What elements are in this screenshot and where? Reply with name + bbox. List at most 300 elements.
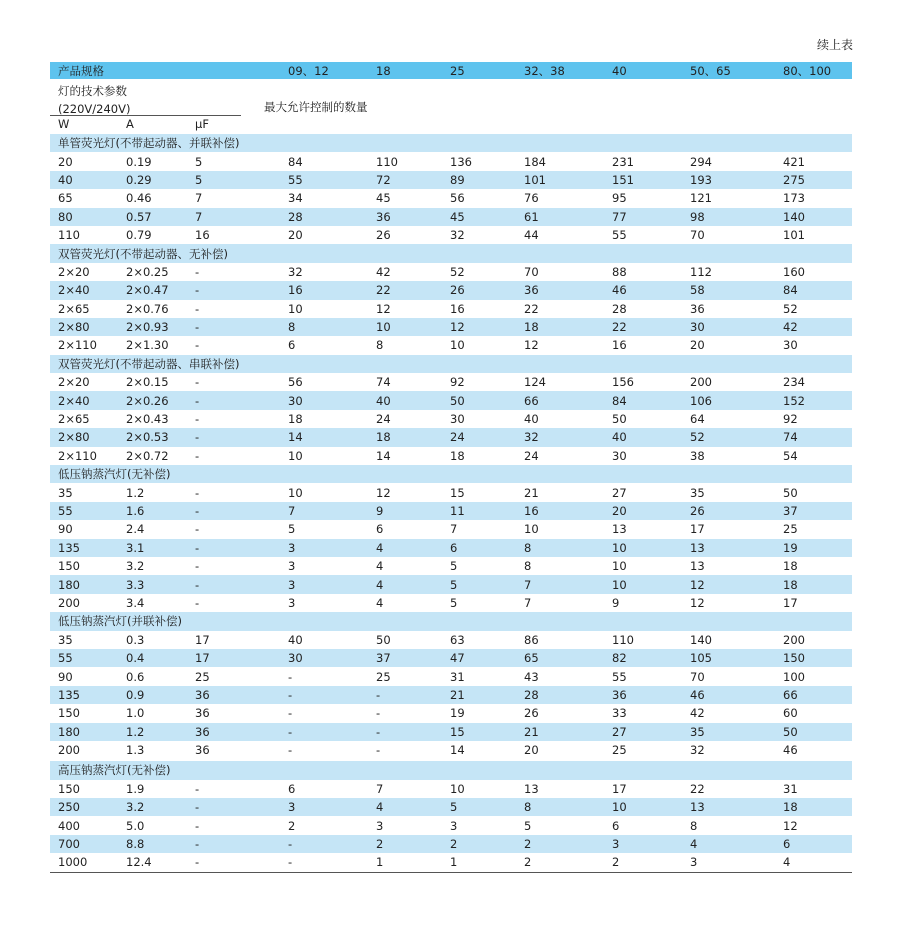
table-cell: 40 [288, 632, 303, 647]
unit-watt: W [58, 117, 70, 131]
table-cell: 88 [612, 264, 627, 279]
table-cell: - [376, 724, 381, 739]
table-cell: 7 [288, 504, 296, 518]
table-cell: 90 [58, 669, 73, 684]
table-cell: 8.8 [126, 837, 145, 852]
table-row [50, 723, 852, 741]
table-cell: 45 [376, 191, 391, 206]
table-cell: 0.79 [126, 228, 152, 243]
table-cell: 3.4 [126, 595, 145, 610]
param-voltage: (220V/240V) [58, 102, 131, 116]
table-row [50, 853, 852, 871]
table-cell: 31 [450, 669, 465, 684]
table-row [50, 798, 852, 816]
table-cell: 1.2 [126, 485, 145, 500]
table-bottom-rule [50, 872, 852, 873]
table-cell: 50 [376, 632, 391, 647]
table-cell: 12.4 [126, 855, 152, 870]
table-cell: - [376, 706, 381, 721]
table-cell: 98 [690, 209, 705, 224]
table-cell: 44 [524, 228, 539, 243]
table-cell: 55 [58, 504, 73, 518]
table-cell: - [195, 577, 200, 592]
table-cell: 10 [450, 338, 465, 353]
table-cell: 180 [58, 577, 80, 592]
section-title: 低压钠蒸汽灯(无补偿) [58, 467, 171, 482]
table-cell: 55 [58, 651, 73, 666]
table-cell: 5 [195, 154, 203, 169]
section-title-row [50, 134, 852, 152]
table-cell: 124 [524, 375, 546, 390]
table-cell: 2×0.93 [126, 320, 169, 335]
table-row [50, 336, 852, 354]
table-cell: 9 [612, 595, 620, 610]
table-cell: 2 [376, 837, 384, 852]
table-cell: - [288, 837, 293, 852]
table-row [50, 575, 852, 593]
table-cell: - [195, 855, 200, 870]
table-cell: 74 [783, 430, 798, 445]
table-cell: 10 [612, 540, 627, 555]
table-cell: 95 [612, 191, 627, 206]
table-cell: 40 [524, 412, 539, 427]
table-cell: 13 [524, 781, 539, 796]
table-cell: 55 [612, 669, 627, 684]
table-cell: 36 [195, 724, 210, 739]
table-cell: 24 [524, 448, 539, 463]
table-cell: 2 [612, 855, 620, 870]
table-cell: 37 [783, 504, 798, 518]
table-cell: 56 [288, 375, 303, 390]
table-cell: 12 [450, 320, 465, 335]
table-cell: 76 [524, 191, 539, 206]
table-cell: 43 [524, 669, 539, 684]
table-row [50, 171, 852, 189]
table-cell: 10 [524, 522, 539, 537]
table-cell: 0.29 [126, 172, 152, 187]
table-cell: 5 [450, 577, 458, 592]
table-cell: 234 [783, 375, 805, 390]
table-cell: 1.6 [126, 504, 145, 518]
table-cell: - [376, 743, 381, 758]
table-cell: 8 [524, 800, 532, 815]
table-cell: 46 [612, 283, 627, 298]
table-cell: 0.3 [126, 632, 145, 647]
table-cell: 65 [524, 651, 539, 666]
table-cell: 12 [690, 577, 705, 592]
table-row [50, 539, 852, 557]
table-cell: 9 [376, 504, 384, 518]
table-cell: 19 [450, 706, 465, 721]
table-cell: 19 [783, 540, 798, 555]
table-cell: 22 [690, 781, 705, 796]
table-cell: 36 [376, 209, 391, 224]
table-cell: 6 [288, 781, 296, 796]
max-quantity-label: 最大允许控制的数量 [264, 100, 368, 114]
size-header: 50、65 [690, 63, 731, 78]
table-cell: 17 [690, 522, 705, 537]
table-cell: 2×20 [58, 375, 90, 390]
table-body [50, 134, 852, 872]
table-cell: 2 [288, 818, 296, 833]
table-cell: - [195, 283, 200, 298]
table-cell: 2 [450, 837, 458, 852]
unit-amp: A [126, 117, 134, 131]
table-cell: 11 [450, 504, 465, 518]
table-cell: 30 [288, 393, 303, 408]
table-cell: 5 [450, 559, 458, 574]
table-cell: 5 [450, 595, 458, 610]
table-cell: 0.57 [126, 209, 152, 224]
section-title-row [50, 612, 852, 630]
table-cell: - [195, 559, 200, 574]
table-cell: 40 [376, 393, 391, 408]
table-cell: 70 [690, 228, 705, 243]
table-cell: 0.19 [126, 154, 152, 169]
table-cell: 28 [524, 687, 539, 702]
table-cell: 5 [288, 522, 296, 537]
table-cell: 60 [783, 706, 798, 721]
table-cell: 17 [195, 632, 210, 647]
table-cell: - [195, 800, 200, 815]
table-cell: 136 [450, 154, 472, 169]
table-cell: 0.4 [126, 651, 145, 666]
table-cell: 66 [783, 687, 798, 702]
table-cell: 10 [612, 800, 627, 815]
table-cell: 7 [195, 191, 203, 206]
table-cell: - [195, 430, 200, 445]
table-row [50, 300, 852, 318]
table-cell: 30 [612, 448, 627, 463]
table-cell: 25 [612, 743, 627, 758]
table-cell: 12 [376, 301, 391, 316]
table-cell: 50 [612, 412, 627, 427]
table-cell: 173 [783, 191, 805, 206]
table-cell: 16 [195, 228, 210, 243]
param-divider [50, 115, 241, 116]
table-cell: 13 [690, 559, 705, 574]
table-cell: 25 [376, 669, 391, 684]
table-cell: 275 [783, 172, 805, 187]
section-title: 双管荧光灯(不带起动器、无补偿) [58, 246, 228, 261]
size-header: 40 [612, 63, 627, 78]
table-row [50, 520, 852, 538]
table-cell: 3.2 [126, 559, 145, 574]
table-cell: 1000 [58, 855, 88, 870]
table-cell: - [288, 743, 293, 758]
table-cell: 22 [612, 320, 627, 335]
section-title-row [50, 761, 852, 779]
table-cell: 84 [783, 283, 798, 298]
table-cell: - [195, 448, 200, 463]
table-cell: - [195, 320, 200, 335]
table-cell: 140 [690, 632, 712, 647]
table-cell: 26 [376, 228, 391, 243]
table-cell: 0.46 [126, 191, 152, 206]
table-cell: 421 [783, 154, 805, 169]
table-cell: - [195, 338, 200, 353]
table-cell: 200 [783, 632, 805, 647]
table-cell: 10 [612, 559, 627, 574]
table-cell: 5 [450, 800, 458, 815]
table-cell: 21 [450, 687, 465, 702]
table-cell: 30 [450, 412, 465, 427]
table-cell: 16 [524, 504, 539, 518]
table-cell: 86 [524, 632, 539, 647]
table-row [50, 263, 852, 281]
table-cell: - [195, 504, 200, 518]
table-cell: 2×110 [58, 338, 97, 353]
table-cell: 150 [58, 706, 80, 721]
table-cell: 4 [376, 540, 384, 555]
table-cell: 10 [450, 781, 465, 796]
table-cell: 10 [288, 485, 303, 500]
table-cell: 12 [524, 338, 539, 353]
table-cell: 35 [58, 632, 73, 647]
table-cell: 20 [524, 743, 539, 758]
table-cell: 2×0.43 [126, 412, 169, 427]
table-cell: 30 [783, 338, 798, 353]
table-cell: 36 [524, 283, 539, 298]
spec-label: 产品规格 [58, 63, 104, 78]
table-cell: - [195, 522, 200, 537]
table-cell: 3 [690, 855, 698, 870]
table-cell: 8 [524, 540, 532, 555]
table-cell: 6 [376, 522, 384, 537]
table-cell: 7 [524, 595, 532, 610]
table-cell: 74 [376, 375, 391, 390]
table-cell: 18 [450, 448, 465, 463]
table-cell: 2×65 [58, 301, 90, 316]
size-header: 32、38 [524, 63, 565, 78]
table-cell: 7 [195, 209, 203, 224]
table-cell: 52 [783, 301, 798, 316]
table-cell: 180 [58, 724, 80, 739]
section-title-row [50, 465, 852, 483]
table-cell: 82 [612, 651, 627, 666]
table-cell: - [195, 781, 200, 796]
table-cell: 38 [690, 448, 705, 463]
table-cell: 184 [524, 154, 546, 169]
table-cell: 106 [690, 393, 712, 408]
table-cell: 17 [783, 595, 798, 610]
table-cell: 8 [524, 559, 532, 574]
table-cell: 150 [783, 651, 805, 666]
table-cell: 3 [288, 559, 296, 574]
table-cell: 31 [783, 781, 798, 796]
table-cell: 12 [376, 485, 391, 500]
table-cell: 150 [58, 559, 80, 574]
table-cell: 4 [376, 577, 384, 592]
continued-label: 续上表 [816, 38, 853, 52]
table-cell: 105 [690, 651, 712, 666]
table-cell: 25 [783, 522, 798, 537]
lamp-control-table [50, 62, 852, 873]
table-cell: 10 [288, 301, 303, 316]
table-cell: 10 [376, 320, 391, 335]
table-cell: 6 [450, 540, 458, 555]
table-cell: 52 [450, 264, 465, 279]
table-row [50, 410, 852, 428]
table-cell: 42 [783, 320, 798, 335]
table-cell: 18 [524, 320, 539, 335]
table-cell: 6 [288, 338, 296, 353]
table-cell: 92 [450, 375, 465, 390]
table-cell: 8 [690, 818, 698, 833]
table-cell: 2×0.25 [126, 264, 169, 279]
table-row [50, 835, 852, 853]
table-cell: 3.1 [126, 540, 145, 555]
parameter-header [50, 79, 852, 134]
table-cell: - [288, 687, 293, 702]
table-cell: 0.6 [126, 669, 145, 684]
table-cell: 35 [58, 485, 73, 500]
table-cell: 20 [690, 338, 705, 353]
table-row [50, 428, 852, 446]
table-cell: 3 [288, 540, 296, 555]
table-cell: 1.3 [126, 743, 145, 758]
table-cell: 101 [524, 172, 546, 187]
table-cell: 22 [376, 283, 391, 298]
table-cell: 16 [612, 338, 627, 353]
table-cell: 200 [58, 595, 80, 610]
table-cell: 15 [450, 724, 465, 739]
table-cell: 30 [288, 651, 303, 666]
table-row [50, 373, 852, 391]
table-cell: 1.2 [126, 724, 145, 739]
table-row [50, 594, 852, 612]
table-cell: 50 [450, 393, 465, 408]
table-cell: 50 [783, 485, 798, 500]
table-cell: 58 [690, 283, 705, 298]
table-cell: 20 [612, 504, 627, 518]
table-cell: 5.0 [126, 818, 145, 833]
table-cell: 42 [376, 264, 391, 279]
table-cell: 35 [690, 724, 705, 739]
table-cell: 36 [612, 687, 627, 702]
table-cell: 17 [612, 781, 627, 796]
table-cell: 33 [612, 706, 627, 721]
table-cell: 3.3 [126, 577, 145, 592]
table-cell: - [376, 687, 381, 702]
table-cell: 18 [288, 412, 303, 427]
table-cell: - [195, 393, 200, 408]
table-cell: 2×0.53 [126, 430, 169, 445]
table-cell: 25 [195, 669, 210, 684]
table-cell: 37 [376, 651, 391, 666]
table-cell: 135 [58, 687, 80, 702]
table-cell: 36 [195, 743, 210, 758]
table-cell: 70 [690, 669, 705, 684]
table-cell: 46 [783, 743, 798, 758]
table-cell: 84 [288, 154, 303, 169]
table-cell: - [195, 375, 200, 390]
table-cell: 2×1.30 [126, 338, 169, 353]
table-cell: 90 [58, 522, 73, 537]
table-cell: - [195, 301, 200, 316]
table-cell: 3 [288, 800, 296, 815]
table-cell: 47 [450, 651, 465, 666]
table-cell: 231 [612, 154, 634, 169]
size-header: 25 [450, 63, 465, 78]
table-cell: 13 [612, 522, 627, 537]
table-row [50, 447, 852, 465]
table-cell: 84 [612, 393, 627, 408]
table-row [50, 649, 852, 667]
table-cell: 26 [690, 504, 705, 518]
table-cell: 4 [783, 855, 791, 870]
table-cell: - [288, 855, 293, 870]
table-cell: 24 [376, 412, 391, 427]
table-cell: 64 [690, 412, 705, 427]
table-cell: 36 [195, 706, 210, 721]
table-cell: 2×0.26 [126, 393, 169, 408]
table-cell: 250 [58, 800, 80, 815]
section-title: 双管荧光灯(不带起动器、串联补偿) [58, 356, 240, 371]
table-cell: 21 [524, 724, 539, 739]
table-cell: 35 [690, 485, 705, 500]
table-row [50, 557, 852, 575]
table-cell: 55 [288, 172, 303, 187]
table-cell: 46 [690, 687, 705, 702]
table-cell: 52 [690, 430, 705, 445]
table-cell: 22 [524, 301, 539, 316]
table-cell: 400 [58, 818, 80, 833]
size-header: 09、12 [288, 63, 329, 78]
table-header-row [50, 62, 852, 79]
table-cell: 89 [450, 172, 465, 187]
table-cell: 14 [376, 448, 391, 463]
table-cell: 14 [288, 430, 303, 445]
table-cell: 2×80 [58, 430, 90, 445]
table-cell: 7 [376, 781, 384, 796]
table-cell: 2×0.47 [126, 283, 169, 298]
table-row [50, 502, 852, 520]
table-cell: 2 [524, 855, 532, 870]
table-cell: 72 [376, 172, 391, 187]
table-cell: 10 [612, 577, 627, 592]
table-cell: 61 [524, 209, 539, 224]
table-cell: 70 [524, 264, 539, 279]
table-row [50, 189, 852, 207]
table-cell: 45 [450, 209, 465, 224]
table-cell: 2 [524, 837, 532, 852]
table-cell: 42 [690, 706, 705, 721]
table-cell: 2×0.15 [126, 375, 169, 390]
table-cell: 63 [450, 632, 465, 647]
table-row [50, 741, 852, 759]
table-cell: 3 [288, 577, 296, 592]
table-cell: 92 [783, 412, 798, 427]
table-cell: 2×65 [58, 412, 90, 427]
table-cell: 12 [783, 818, 798, 833]
table-cell: 2×40 [58, 283, 90, 298]
table-cell: 28 [288, 209, 303, 224]
table-cell: 3.2 [126, 800, 145, 815]
table-row [50, 318, 852, 336]
table-cell: 294 [690, 154, 712, 169]
table-cell: 101 [783, 228, 805, 243]
table-cell: 110 [612, 632, 634, 647]
table-cell: 20 [288, 228, 303, 243]
table-cell: 18 [376, 430, 391, 445]
table-cell: 156 [612, 375, 634, 390]
table-cell: 32 [450, 228, 465, 243]
table-cell: 3 [288, 595, 296, 610]
table-cell: 18 [783, 559, 798, 574]
table-cell: - [288, 706, 293, 721]
unit-microfarad: μF [195, 117, 209, 131]
